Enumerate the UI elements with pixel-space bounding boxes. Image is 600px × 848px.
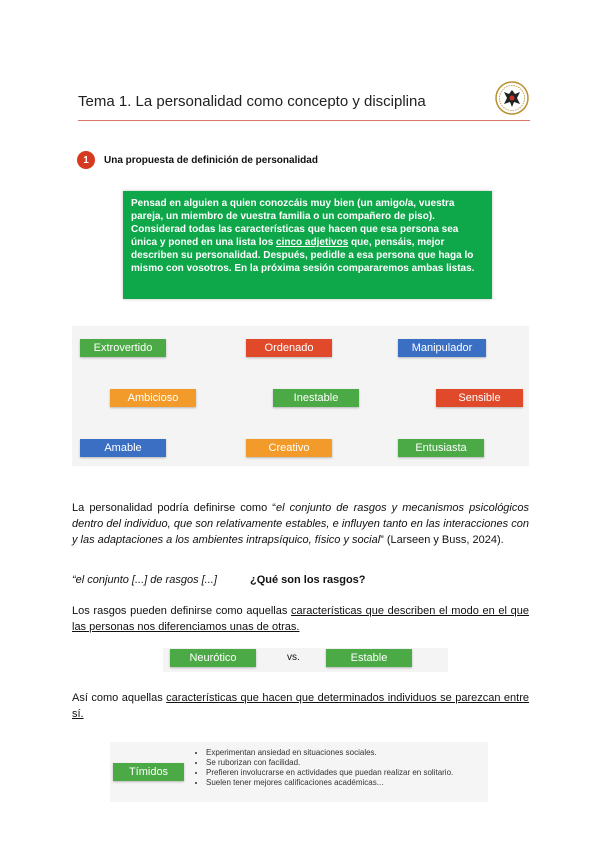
list-item: • Prefieren involucrarse en actividades que puedan realizar en solitario. — [206, 768, 496, 778]
definition-citation: ” (Larseen y Buss, 2024). — [380, 534, 504, 546]
differ-before: Los rasgos pueden definirse como aquellas — [72, 605, 292, 617]
similar-paragraph — [72, 690, 529, 722]
similar-before: Así como aquellas — [72, 692, 167, 704]
timidos-list — [196, 748, 496, 788]
activity-text-underlined: cinco adjetivos — [276, 237, 349, 248]
comparison-vs: vs. — [287, 652, 300, 663]
differ-paragraph — [72, 603, 529, 635]
rasgos-question: ¿Qué son los rasgos? — [250, 574, 366, 586]
trait-chip-extrovertido: Extrovertido — [80, 339, 166, 357]
trait-chip-entusiasta: Entusiasta — [398, 439, 484, 457]
definition-quote: el conjunto de rasgos y mecanismos psicológicos dentro del individuo, que son relativamente estables, e influyen tanto en las interacciones con y las adaptaciones a los ambientes intrapsíquico, físico y social — [72, 502, 529, 546]
list-item: • Se ruborizan con facilidad. — [206, 758, 496, 768]
trait-board — [72, 326, 529, 466]
list-item: • Suelen tener mejores calificaciones académicas... — [206, 778, 496, 788]
similar-underlined: características que hacen que determinados individuos se parezcan entre sí. — [72, 692, 530, 720]
rasgos-quote-text: “el conjunto [...] de rasgos [...] — [72, 574, 217, 586]
timidos-chip: Tímidos — [113, 763, 184, 781]
activity-text — [131, 197, 487, 275]
trait-chip-creativo: Creativo — [246, 439, 332, 457]
rasgos-quote — [72, 574, 217, 586]
trait-chip-ambicioso: Ambicioso — [110, 389, 196, 407]
section-number-badge: 1 — [77, 151, 95, 169]
trait-chip-amable: Amable — [80, 439, 166, 457]
comparison-chip-estable: Estable — [326, 649, 412, 667]
differ-underlined: características que describen el modo en el que las personas nos diferenciamos unas de otras. — [72, 605, 530, 633]
definition-intro: La personalidad podría definirse como “ — [72, 502, 276, 514]
definition-paragraph — [72, 500, 529, 548]
trait-chip-manipulador: Manipulador — [398, 339, 486, 357]
header-divider — [78, 120, 530, 121]
activity-text-after: que, pensáis, mejor describen su personalidad. Después, pedidle a esa persona que haga lo mismo con vosotros. En la próxima sesión compararemos ambas listas. — [131, 237, 475, 274]
comparison-panel — [163, 648, 448, 672]
trait-chip-inestable: Inestable — [273, 389, 359, 407]
trait-chip-ordenado: Ordenado — [246, 339, 332, 357]
section-title: Una propuesta de definición de personalidad — [104, 155, 318, 166]
university-crest-icon — [494, 80, 530, 116]
list-item: • Experimentan ansiedad en situaciones sociales. — [206, 748, 496, 758]
activity-text-before: Pensad en alguien a quien conozcáis muy bien (un amigo/a, vuestra pareja, un miembro de vuestra familia o un compañero de piso). Considerad todas las características que hacen que esa persona sea única y poned en una lista los — [131, 198, 459, 248]
page-title: Tema 1. La personalidad como concepto y disciplina — [78, 93, 426, 110]
trait-chip-sensible: Sensible — [436, 389, 523, 407]
comparison-chip-neurotico: Neurótico — [170, 649, 256, 667]
